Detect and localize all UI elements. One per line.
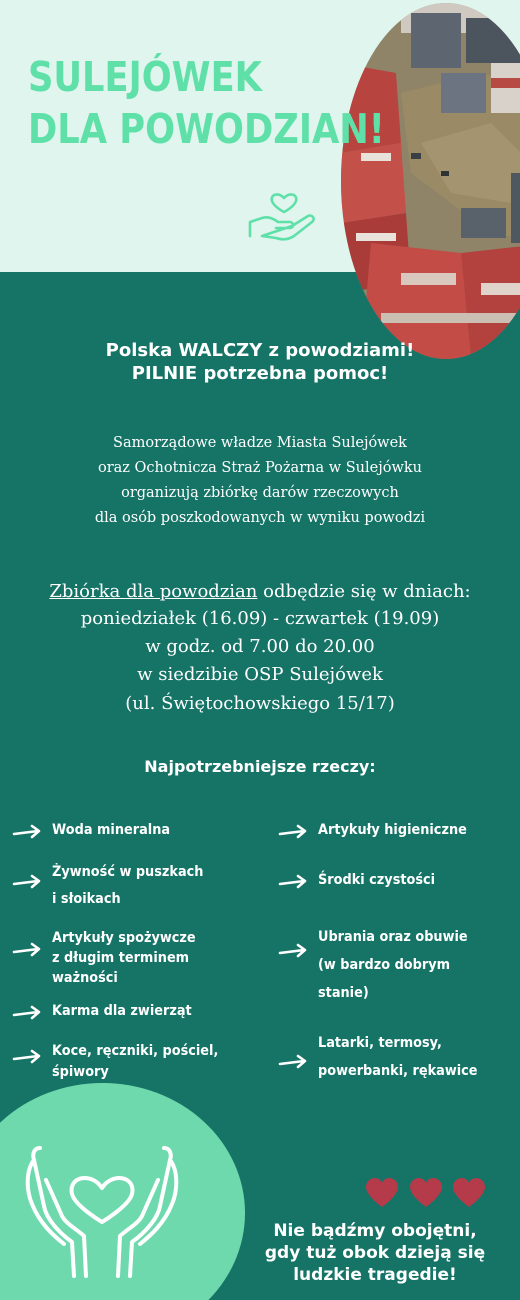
arrow-icon: [278, 874, 308, 890]
list-item: (w bardzo dobrym: [318, 957, 451, 973]
heart-icon: [452, 1178, 486, 1208]
hands-heart-icon: [12, 1140, 192, 1280]
arrow-icon: [12, 1049, 42, 1065]
footer-line-1: Nie bądźmy obojętni,: [273, 1221, 477, 1241]
arrow-icon: [12, 942, 42, 958]
arrow-icon: [12, 824, 42, 840]
heart-icon: [409, 1178, 443, 1208]
list-item: Ubrania oraz obuwie: [318, 929, 468, 945]
collection-hours: w godz. od 7.00 do 20.00: [145, 636, 375, 657]
intro-line: oraz Ochotnicza Straż Pożarna w Sulejówku: [97, 460, 422, 476]
arrow-icon: [278, 824, 308, 840]
list-item: Artykuły higieniczne: [318, 822, 467, 838]
list-item: Latarki, termosy,: [318, 1035, 442, 1051]
list-item: Środki czystości: [318, 872, 436, 888]
needed-heading: Najpotrzebniejsze rzeczy:: [144, 757, 376, 776]
list-item: Woda mineralna: [52, 822, 171, 838]
list-item: Artykuły spożywcze: [52, 930, 196, 946]
list-item: ważności: [52, 970, 118, 986]
title-line-2: DLA POWODZIAN!: [28, 105, 385, 153]
collection-dates: poniedziałek (16.09) - czwartek (19.09): [80, 608, 440, 629]
arrow-icon: [278, 943, 308, 959]
list-item: z długim terminem: [52, 950, 190, 966]
collection-line-1-rest: odbędzie się w dniach:: [257, 581, 471, 602]
intro-line: dla osób poszkodowanych w wyniku powodzi: [94, 510, 426, 526]
list-item: Żywność w puszkach: [52, 864, 204, 880]
footer-line-3: ludzkie tragedie!: [293, 1265, 457, 1285]
hand-heart-icon: [246, 178, 318, 248]
arrow-icon: [12, 1005, 42, 1021]
collection-line-1: [0, 579, 520, 605]
footer-line-2: gdy tuż obok dzieją się: [264, 1243, 486, 1263]
collection-link[interactable]: Zbiórka dla powodzian: [49, 581, 258, 602]
arrow-icon: [278, 1054, 308, 1070]
list-item: Koce, ręczniki, pościel,: [52, 1043, 219, 1059]
heart-icon: [365, 1178, 399, 1208]
list-item: Karma dla zwierząt: [52, 1003, 192, 1019]
list-item: stanie): [318, 985, 369, 1001]
list-item: powerbanki, rękawice: [318, 1063, 478, 1079]
intro-line: Samorządowe władze Miasta Sulejówek: [113, 435, 407, 451]
intro-line: organizują zbiórkę darów rzeczowych: [121, 485, 399, 501]
collection-address: (ul. Świętochowskiego 15/17): [125, 693, 395, 714]
arrow-icon: [12, 874, 42, 890]
list-item: śpiwory: [52, 1064, 109, 1080]
title-line-1: SULEJÓWEK: [28, 53, 262, 101]
headline-line-1: Polska WALCZY z powodziami!: [105, 340, 415, 361]
list-item: i słoikach: [52, 891, 121, 907]
headline-line-2: PILNIE potrzebna pomoc!: [131, 363, 389, 384]
collection-place: w siedzibie OSP Sulejówek: [137, 664, 383, 685]
